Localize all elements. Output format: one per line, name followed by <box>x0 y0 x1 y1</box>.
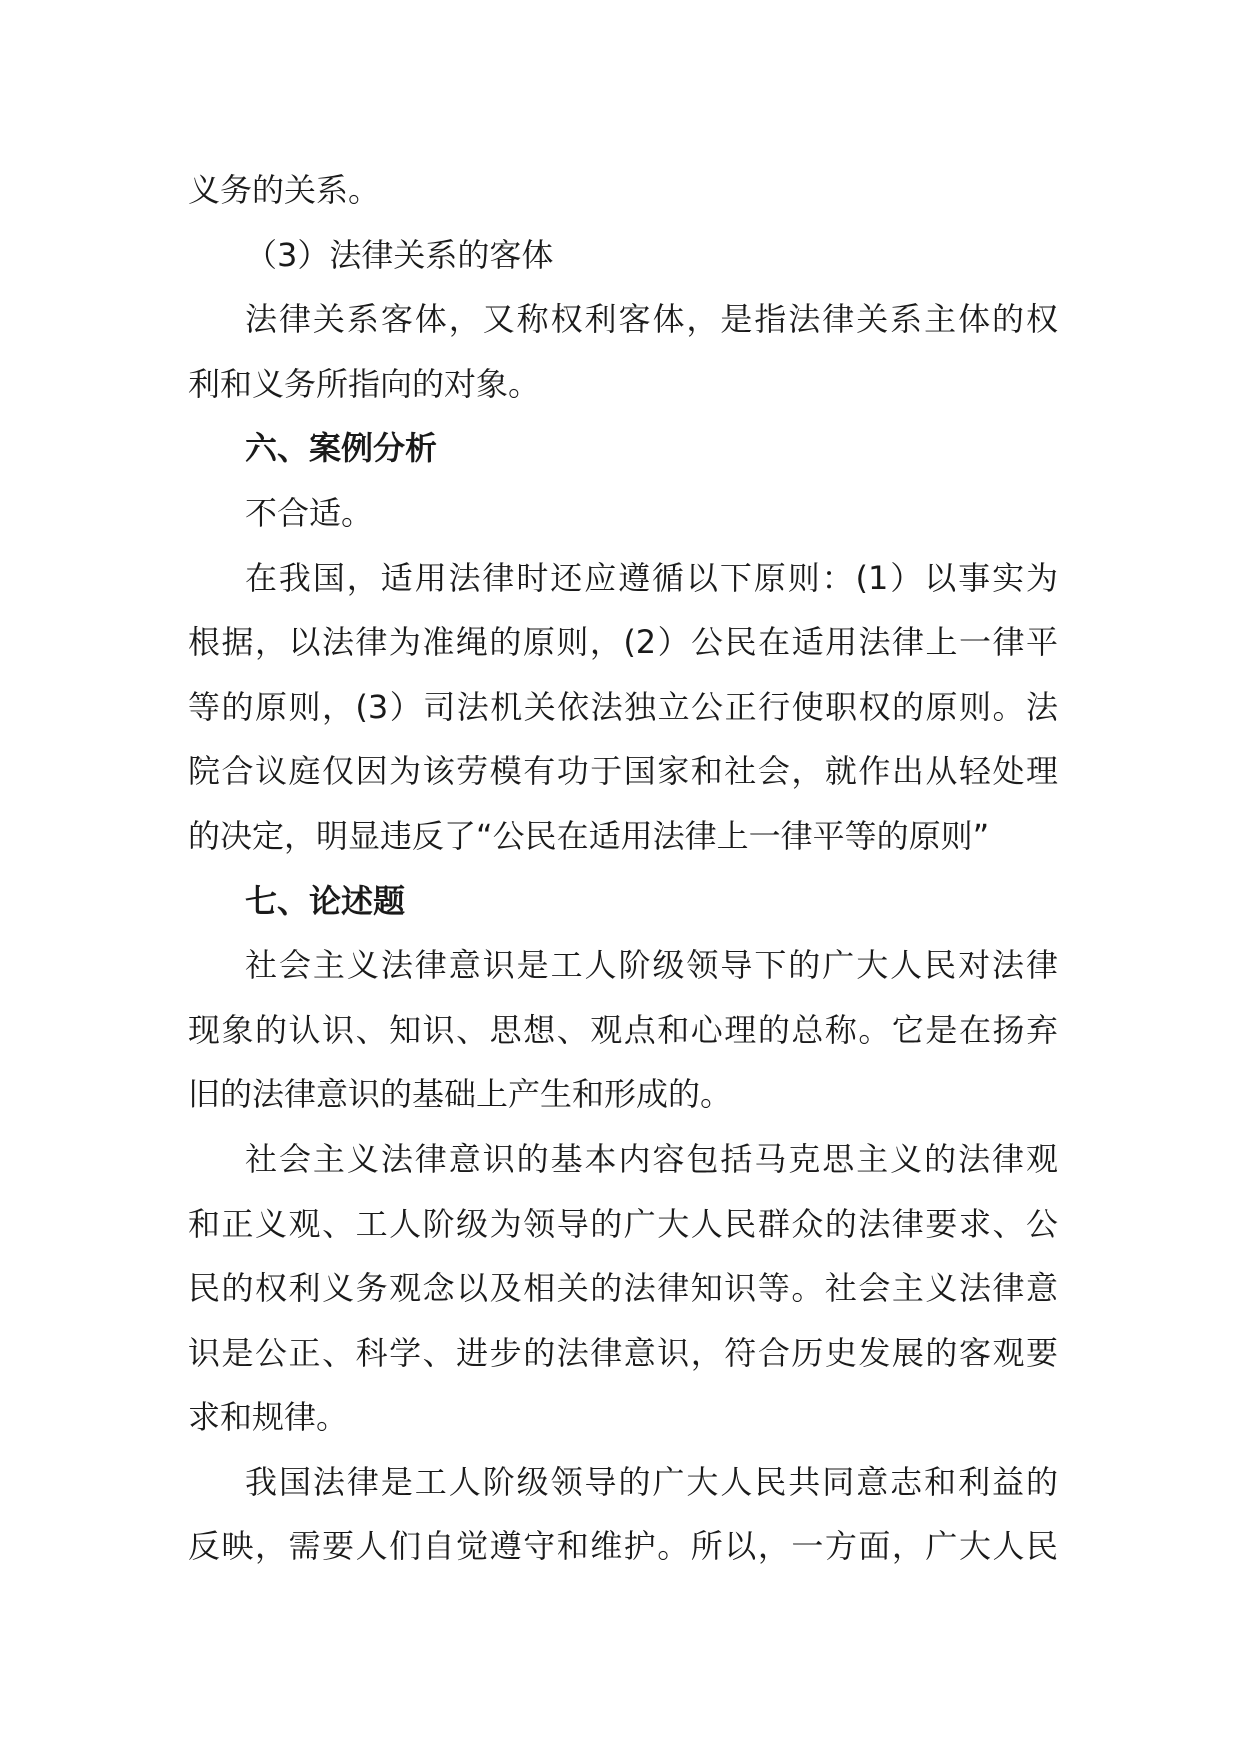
text-span: 旧的法律意识的基础上产生和形成的。 <box>188 1075 733 1114</box>
text-span: 等的原则，(3）司法机关依法独立公正行使职权的原则。法 <box>188 687 1058 726</box>
text-span: 的决定，明显违反了“公民在适用法律上一律平等的原则” <box>188 816 990 855</box>
paragraph-principles-line-3 <box>188 675 1058 740</box>
text-span: 利和义务所指向的对象。 <box>188 364 541 403</box>
text-span: 民的权利义务观念以及相关的法律知识等。社会主义法律意 <box>188 1269 1058 1308</box>
paragraph-principles-line-1 <box>188 546 1058 611</box>
answer-line <box>188 481 1058 546</box>
paragraph-content-line-3 <box>188 1256 1058 1321</box>
paragraph-consciousness-line-3 <box>188 1062 1058 1127</box>
subheading-object <box>188 223 1058 288</box>
paragraph-law-line-2 <box>188 1514 1058 1579</box>
text-span: 法律关系客体，又称权利客体，是指法律关系主体的权 <box>245 300 1058 339</box>
paragraph-object-line-2 <box>188 352 1058 417</box>
text-span: 院合议庭仅因为该劳模有功于国家和社会，就作出从轻处理 <box>188 752 1058 791</box>
text-span: 和正义观、工人阶级为领导的广大人民群众的法律要求、公 <box>188 1204 1058 1243</box>
paragraph-content-line-1 <box>188 1127 1058 1192</box>
paragraph-principles-line-2 <box>188 610 1058 675</box>
text-span: 识是公正、科学、进步的法律意识，符合历史发展的客观要 <box>188 1333 1058 1372</box>
section-heading-case-analysis <box>188 416 1058 481</box>
text-span: 不合适。 <box>245 493 374 532</box>
text-span: 反映，需要人们自觉遵守和维护。所以，一方面，广大人民 <box>188 1527 1058 1566</box>
paragraph-principles-line-5 <box>188 804 1058 869</box>
text-span: 社会主义法律意识的基本内容包括马克思主义的法律观 <box>245 1139 1058 1178</box>
paragraph-consciousness-line-1 <box>188 933 1058 998</box>
text-span: （3）法律关系的客体 <box>245 235 554 274</box>
text-span: 在我国，适用法律时还应遵循以下原则：(1）以事实为 <box>245 558 1058 597</box>
paragraph-law-line-1 <box>188 1450 1058 1515</box>
text-span: 求和规律。 <box>188 1398 349 1437</box>
text-span: 根据，以法律为准绳的原则，(2）公民在适用法律上一律平 <box>188 623 1058 662</box>
paragraph-content-line-5 <box>188 1385 1058 1450</box>
text-span: 六、案例分析 <box>245 429 438 468</box>
text-span: 现象的认识、知识、思想、观点和心理的总称。它是在扬弃 <box>188 1010 1058 1049</box>
text-line-continuation <box>188 158 1058 223</box>
section-heading-essay <box>188 869 1058 934</box>
paragraph-consciousness-line-2 <box>188 998 1058 1063</box>
text-span: 义务的关系。 <box>188 171 381 209</box>
text-span: 社会主义法律意识是工人阶级领导下的广大人民对法律 <box>245 946 1058 985</box>
paragraph-content-line-2 <box>188 1192 1058 1257</box>
text-span: 七、论述题 <box>245 881 406 920</box>
paragraph-content-line-4 <box>188 1321 1058 1386</box>
document-page <box>188 158 1058 1579</box>
text-span: 我国法律是工人阶级领导的广大人民共同意志和利益的 <box>245 1462 1058 1501</box>
paragraph-principles-line-4 <box>188 739 1058 804</box>
paragraph-object-line-1 <box>188 287 1058 352</box>
